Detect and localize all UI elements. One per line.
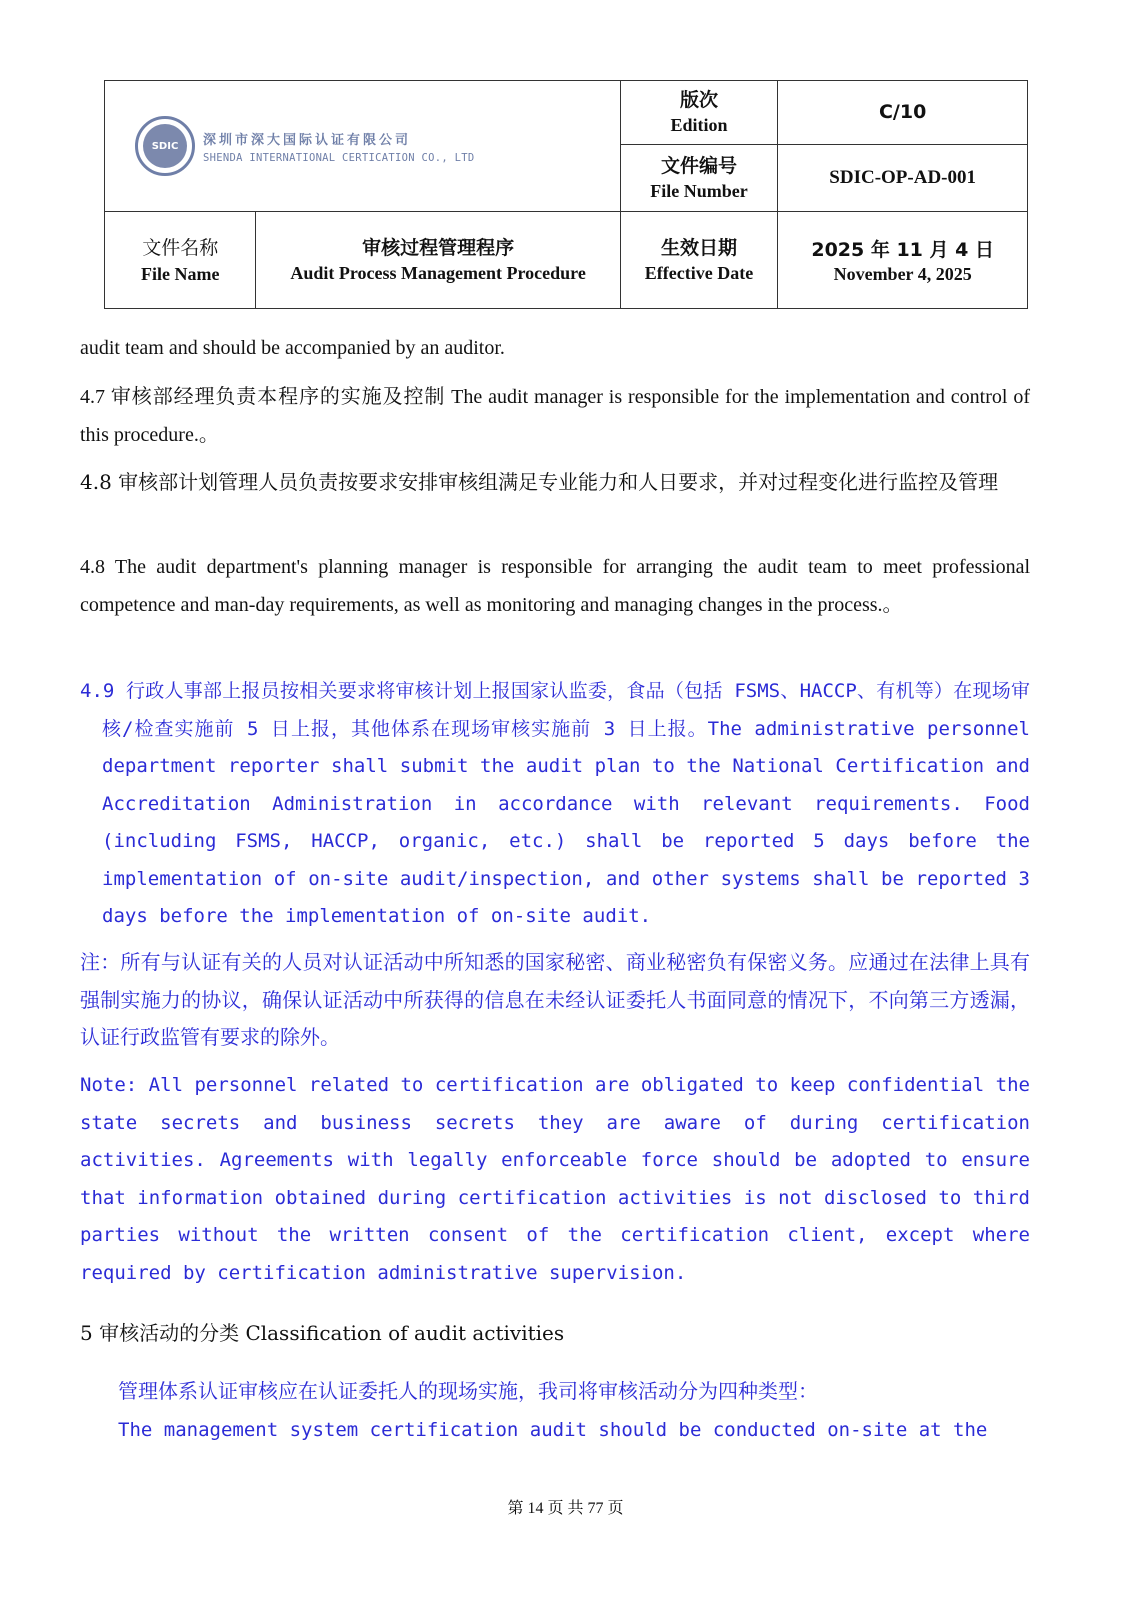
paragraph-section-5-en: The management system certification audit should be conducted on-site at the bbox=[118, 1419, 988, 1441]
effective-date-value-cn: 2025 年 11 月 4 日 bbox=[811, 238, 994, 261]
file-name-label-cn: 文件名称 bbox=[142, 237, 219, 259]
paragraph-note-en: Note: All personnel related to certification are obligated to keep confidential the state secrets and business secrets they are aware of during certification activities. Agreements with legally enforceable force should be adopted to ensure that information obtained during certification activities is not disclosed to third parties without the written consent of the certification client, except where required by certification administrative supervision. bbox=[80, 1074, 1030, 1284]
company-name-en: SHENDA INTERNATIONAL CERTICATION CO., LTD bbox=[203, 151, 475, 164]
effective-date-value-en: November 4, 2025 bbox=[833, 263, 972, 284]
edition-value-cell bbox=[778, 81, 1028, 145]
page-footer: 第 14 页 共 77 页 bbox=[507, 1500, 624, 1517]
company-logo-icon bbox=[135, 116, 195, 176]
document-title-cell bbox=[256, 212, 620, 309]
document-title-en: Audit Process Management Procedure bbox=[290, 263, 586, 283]
document-title-cn: 审核过程管理程序 bbox=[362, 237, 515, 259]
paragraph-4-8-en: 4.8 The audit department's planning manager is responsible for arranging the audit team to meet professional competence and man-day requirements, as well as monitoring and managing changes in the process.。 bbox=[80, 556, 1030, 616]
file-number-label-en: File Number bbox=[650, 180, 748, 201]
paragraph-4-9: 4.9 行政人事部上报员按相关要求将审核计划上报国家认监委，食品（包括 FSMS、HACCP、有机等）在现场审核/检查实施前 5 日上报，其他体系在现场审核实施前 3 日上报。The administrative personnel department reporter shall submit the audit plan to the National Certification and Accreditation Administration in accordance with relevant requirements. Food (including FSMS, HACCP, organic, etc.) shall be reported 5 days before the implementation of on-site audit/inspection, and other systems shall be reported 3 days before the implementation of on-site audit. bbox=[80, 680, 1030, 927]
effective-date-label-en: Effective Date bbox=[644, 263, 754, 283]
paragraph-note-cn: 注：所有与认证有关的人员对认证活动中所知悉的国家秘密、商业秘密负有保密义务。应通过在法律上具有强制实施力的协议，确保认证活动中所获得的信息在未经认证委托人书面同意的情况下，不向第三方透漏，认证行政监管有要求的除外。 bbox=[80, 950, 1030, 1049]
file-name-label-en: File Name bbox=[140, 264, 220, 284]
paragraph-4-8-cn: 4.8 审核部计划管理人员负责按要求安排审核组满足专业能力和人日要求，并对过程变化进行监控及管理 bbox=[80, 470, 999, 494]
effective-date-label-cell bbox=[620, 212, 778, 309]
file-number-value-cell bbox=[778, 144, 1028, 211]
edition-label-en: Edition bbox=[670, 115, 728, 136]
file-number-label-cell bbox=[620, 144, 778, 211]
edition-label-cn: 版次 bbox=[680, 89, 719, 112]
logo-text: SDIC bbox=[143, 124, 187, 168]
company-logo-cell bbox=[105, 81, 621, 212]
document-header-table bbox=[104, 80, 1028, 309]
edition-label-cell bbox=[620, 81, 778, 145]
edition-value: C/10 bbox=[878, 101, 927, 124]
file-number-label-cn: 文件编号 bbox=[661, 154, 738, 177]
file-name-label-cell bbox=[105, 212, 256, 309]
effective-date-value-cell bbox=[778, 212, 1028, 309]
paragraph-audit-team-continuation: audit team and should be accompanied by an auditor. bbox=[80, 337, 505, 359]
section-5-heading: 5 审核活动的分类 Classification of audit activities bbox=[80, 1321, 565, 1345]
paragraph-section-5-cn: 管理体系认证审核应在认证委托人的现场实施，我司将审核活动分为四种类型： bbox=[118, 1379, 818, 1403]
effective-date-label-cn: 生效日期 bbox=[661, 237, 738, 259]
file-number-value: SDIC-OP-AD-001 bbox=[829, 166, 977, 188]
paragraph-4-7: 4.7 审核部经理负责本程序的实施及控制 The audit manager is responsible for the implementation and control of this procedure.。 bbox=[80, 386, 1030, 446]
company-name-cn: 深圳市深大国际认证有限公司 bbox=[203, 132, 412, 148]
